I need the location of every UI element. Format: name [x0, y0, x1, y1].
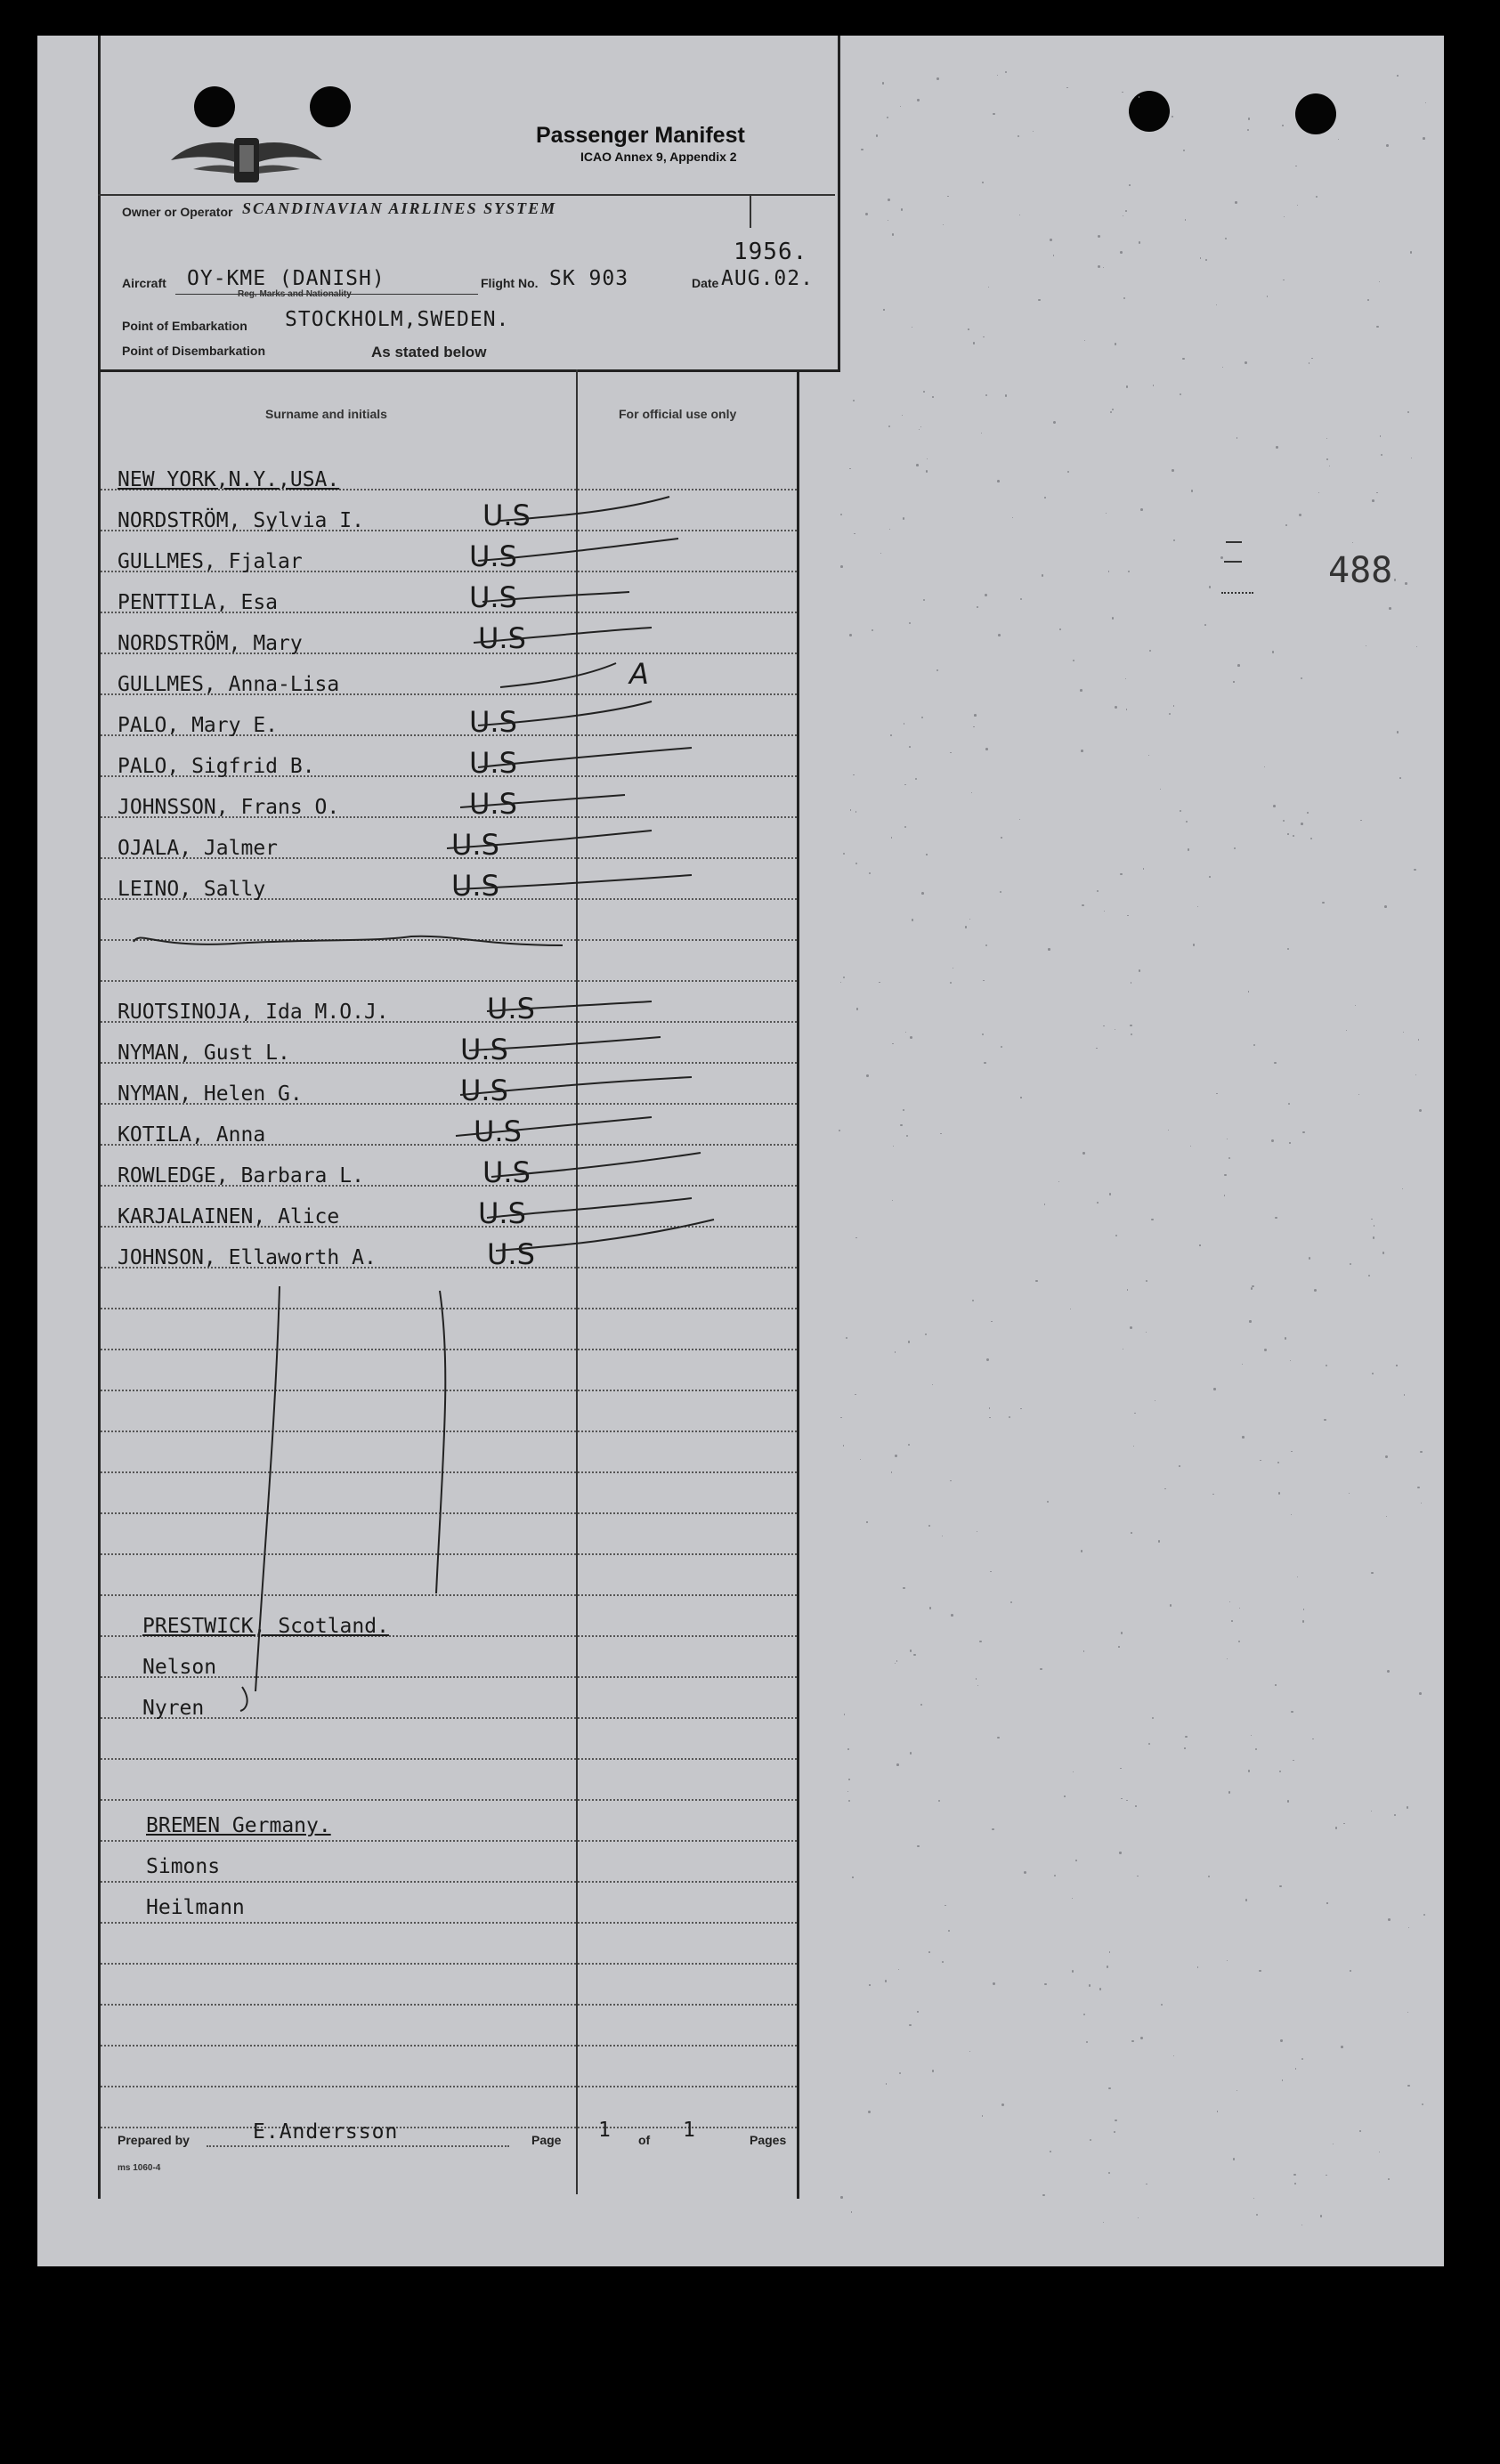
paper-speck [1081, 750, 1083, 752]
paper-speck [1108, 2087, 1110, 2089]
paper-speck [993, 113, 995, 116]
paper-speck [989, 1417, 990, 1418]
paper-speck [1038, 299, 1040, 301]
paper-speck [1423, 137, 1425, 140]
official-mark: U.S [469, 746, 517, 780]
paper-speck [1173, 705, 1174, 706]
paper-speck [917, 99, 919, 101]
paper-speck [1050, 239, 1052, 241]
paper-speck [915, 778, 917, 780]
paper-speck [1367, 299, 1369, 301]
paper-speck [998, 634, 1001, 636]
paper-speck [876, 134, 878, 136]
paper-speck [1131, 2040, 1133, 2042]
paper-speck [839, 1130, 840, 1131]
year-value: 1956. [734, 239, 808, 265]
paper-speck [1089, 1984, 1091, 1986]
paper-speck [1179, 1465, 1180, 1467]
paper-speck [1197, 906, 1198, 907]
passenger-name: KOTILA, Anna [118, 1123, 266, 1147]
passenger-name: KARJALAINEN, Alice [118, 1205, 340, 1228]
of-label: of [638, 2133, 651, 2147]
paper-speck [1294, 2183, 1296, 2184]
paper-speck [1064, 1795, 1066, 1797]
paper-speck [1044, 497, 1046, 498]
paper-speck [1228, 1791, 1231, 1794]
paper-speck [1314, 1289, 1317, 1292]
paper-speck [1139, 969, 1141, 972]
paper-speck [1394, 579, 1397, 581]
paper-speck [1419, 1692, 1422, 1695]
paper-speck [1341, 2046, 1343, 2048]
paper-speck [1382, 1252, 1384, 1253]
paper-speck [1233, 681, 1234, 682]
paper-speck [917, 2011, 918, 2012]
owner-value: SCANDINAVIAN AIRLINES SYSTEM [242, 199, 557, 217]
paper-speck [847, 1791, 848, 1792]
paper-speck [921, 717, 923, 718]
paper-speck [1417, 1487, 1419, 1488]
paper-speck [869, 1984, 870, 1985]
paper-speck [1158, 1540, 1160, 1542]
flight-value: SK 903 [549, 267, 629, 290]
passenger-name: GULLMES, Fjalar [118, 550, 303, 573]
paper-speck [1285, 1337, 1287, 1340]
passenger-name: Simons [146, 1855, 221, 1878]
paper-speck [882, 82, 884, 84]
paper-speck [1293, 835, 1294, 837]
paper-speck [1359, 2130, 1361, 2132]
paper-speck [982, 2115, 983, 2116]
paper-speck [1048, 948, 1050, 950]
paper-speck [950, 982, 952, 984]
paper-speck [985, 594, 987, 596]
paper-speck [1421, 1503, 1422, 1504]
paper-speck [1385, 1455, 1388, 1458]
paper-speck [1130, 1326, 1132, 1329]
paper-speck [1301, 823, 1303, 825]
paper-speck [1123, 297, 1125, 299]
paper-speck [1291, 1711, 1293, 1713]
official-mark: U.S [469, 705, 517, 739]
passenger-name: GULLMES, Anna-Lisa [118, 673, 340, 696]
paper-speck [1066, 87, 1067, 88]
paper-speck [1236, 2090, 1237, 2091]
embark-value: STOCKHOLM,SWEDEN. [285, 308, 510, 331]
paper-speck [968, 328, 969, 330]
paper-speck [1287, 1800, 1289, 1802]
paper-speck [1097, 1202, 1099, 1204]
col-header-official: For official use only [619, 407, 737, 421]
paper-speck [1098, 235, 1100, 238]
paper-speck [883, 309, 884, 310]
paper-speck [1293, 2174, 1295, 2176]
official-mark: U.S [487, 1237, 535, 1271]
paper-speck [1368, 1275, 1370, 1277]
paper-speck [1172, 116, 1173, 118]
official-mark: U.S [482, 498, 531, 532]
passenger-name: PALO, Mary E. [118, 714, 279, 737]
paper-speck [891, 837, 892, 838]
paper-speck [1182, 358, 1184, 360]
paper-speck [1253, 2198, 1254, 2199]
paper-speck [982, 182, 984, 183]
official-mark: U.S [469, 787, 517, 821]
paper-speck [926, 854, 928, 855]
paper-speck [1220, 556, 1223, 559]
paper-speck [1248, 991, 1250, 993]
paper-speck [1082, 1152, 1084, 1154]
paper-speck [1389, 607, 1391, 610]
paper-speck [972, 1300, 974, 1301]
paper-speck [1273, 805, 1276, 807]
paper-speck [852, 1876, 854, 1878]
aircraft-label: Aircraft [122, 276, 166, 290]
paper-speck [1225, 238, 1227, 239]
paper-speck [1122, 92, 1123, 93]
paper-speck [1104, 911, 1105, 912]
paper-speck [1425, 102, 1426, 103]
page-value: 1 [598, 2119, 612, 2142]
passenger-name: JOHNSON, Ellaworth A. [118, 1246, 377, 1269]
paper-speck [990, 1571, 991, 1572]
paper-speck [1183, 150, 1185, 151]
paper-speck [988, 287, 989, 288]
official-mark: U.S [487, 992, 535, 1025]
paper-speck [916, 464, 919, 466]
paper-speck [1288, 1103, 1290, 1105]
paper-speck [1184, 1747, 1186, 1749]
paper-speck [866, 1521, 867, 1522]
owner-label: Owner or Operator [122, 205, 233, 219]
paper-speck [1213, 1388, 1215, 1390]
paper-speck [1259, 1970, 1261, 1972]
paper-speck [942, 1961, 944, 1963]
paper-speck [1018, 135, 1019, 137]
paper-speck [1020, 1408, 1021, 1409]
paper-speck [1042, 574, 1043, 576]
passenger-name: PALO, Sigfrid B. [118, 755, 315, 778]
paper-speck [1204, 624, 1206, 626]
passenger-name: Nyren [142, 1697, 205, 1720]
paper-speck [1285, 524, 1287, 526]
paper-speck [1396, 1365, 1397, 1366]
paper-speck [1422, 2103, 1423, 2105]
paper-speck [1295, 2068, 1296, 2069]
passenger-name: Nelson [142, 1656, 217, 1679]
disembark-label: Point of Disembarkation [122, 344, 266, 358]
paper-speck [896, 1763, 899, 1766]
paper-speck [1303, 1609, 1305, 1610]
paper-speck [1235, 201, 1237, 204]
paper-speck [1119, 1852, 1121, 1853]
paper-speck [993, 1982, 994, 1984]
paper-speck [1115, 706, 1117, 709]
official-mark: U.S [478, 621, 526, 655]
paper-speck [1205, 259, 1207, 261]
aircraft-value: OY-KME (DANISH) [187, 267, 385, 290]
paper-speck [971, 792, 972, 793]
destination-heading: PRESTWICK, Scotland. [142, 1615, 389, 1638]
paper-speck [1280, 2039, 1282, 2041]
paper-speck [1019, 819, 1021, 821]
paper-speck [979, 1641, 981, 1642]
paper-speck [917, 1845, 919, 1847]
paper-speck [997, 480, 1000, 482]
paper-speck [1245, 361, 1247, 364]
paper-speck [840, 2196, 842, 2198]
paper-speck [1260, 1460, 1261, 1462]
paper-speck [1020, 1097, 1021, 1098]
paper-speck [926, 470, 928, 473]
paper-speck [888, 199, 890, 201]
paper-speck [910, 1036, 912, 1039]
paper-speck [1173, 539, 1175, 541]
paper-speck [1231, 1620, 1233, 1622]
paper-speck [1282, 125, 1284, 126]
paper-speck [1115, 2120, 1116, 2121]
paper-speck [889, 529, 890, 530]
paper-speck [904, 784, 905, 785]
paper-speck [1129, 184, 1131, 186]
paper-speck [977, 606, 978, 608]
paper-speck [1386, 144, 1389, 147]
official-mark: U.S [460, 1074, 508, 1107]
paper-speck [866, 1074, 869, 1077]
paper-speck [1407, 2085, 1410, 2087]
official-mark: A [629, 657, 649, 691]
paper-speck [1372, 1373, 1374, 1374]
paper-speck [1082, 904, 1084, 907]
paper-speck [909, 622, 911, 624]
paper-speck [1109, 1951, 1110, 1952]
paper-speck [849, 634, 852, 636]
paper-speck [1290, 1360, 1291, 1361]
flight-label: Flight No. [481, 276, 539, 290]
date-value: AUG.02. [721, 267, 814, 290]
paper-speck [1418, 1039, 1419, 1040]
paper-speck [886, 2083, 887, 2084]
manifest-title: Passenger Manifest [536, 123, 745, 148]
paper-speck [945, 1905, 946, 1907]
form-code: ms 1060-4 [118, 2163, 161, 2173]
passenger-name: OJALA, Jalmer [118, 837, 279, 860]
paper-speck [1251, 1287, 1253, 1289]
date-label: Date [692, 276, 719, 290]
passenger-name: NYMAN, Helen G. [118, 1082, 303, 1106]
paper-speck [856, 1008, 859, 1010]
passenger-name: ROWLEDGE, Barbara L. [118, 1164, 364, 1187]
page-stamp-number: 488 [1328, 550, 1393, 591]
manifest-sheet [37, 36, 1444, 2266]
paper-speck [1236, 437, 1237, 438]
paper-speck [1118, 1646, 1120, 1648]
paper-speck [1276, 446, 1277, 448]
paper-speck [909, 746, 911, 748]
paper-speck [1326, 458, 1328, 460]
paper-speck [1072, 1898, 1073, 1899]
paper-speck [896, 1660, 898, 1662]
official-mark: U.S [469, 580, 517, 614]
paper-speck [1251, 1735, 1252, 1736]
paper-speck [885, 1980, 887, 1982]
paper-speck [840, 1417, 841, 1418]
handwritten-strokes [37, 36, 1444, 2266]
paper-speck [923, 391, 925, 393]
paper-speck [1249, 1320, 1251, 1322]
paper-speck [1073, 660, 1074, 661]
paper-speck [1301, 2058, 1303, 2060]
paper-speck [1289, 1142, 1290, 1143]
paper-speck [1358, 1094, 1359, 1095]
paper-speck [1237, 664, 1240, 667]
paper-speck [1239, 1608, 1240, 1609]
paper-speck [1152, 1717, 1154, 1719]
paper-speck [1216, 304, 1217, 305]
embark-label: Point of Embarkation [122, 319, 247, 333]
paper-speck [1274, 1062, 1276, 1064]
paper-speck [951, 1614, 953, 1617]
paper-speck [848, 1779, 850, 1780]
disembark-value: As stated below [371, 344, 487, 361]
paper-speck [1405, 582, 1407, 585]
destination-heading: BREMEN Germany. [146, 1814, 331, 1837]
passenger-name: NORDSTRÖM, Mary [118, 632, 303, 655]
paper-speck [1228, 1157, 1230, 1159]
paper-speck [1209, 586, 1212, 588]
paper-speck [1146, 2184, 1147, 2185]
paper-speck [1275, 1684, 1276, 1685]
paper-speck [1338, 139, 1339, 140]
paper-speck [1140, 2037, 1143, 2039]
paper-speck [909, 2024, 911, 2026]
paper-speck [927, 458, 928, 459]
passenger-name: RUOTSINOJA, Ida M.O.J. [118, 1001, 389, 1024]
paper-speck [1388, 1918, 1391, 1921]
paper-speck [923, 599, 925, 601]
of-value: 1 [683, 2119, 696, 2142]
official-mark: U.S [451, 869, 499, 903]
paper-speck [921, 892, 924, 895]
page-label: Page [531, 2133, 562, 2147]
passenger-name: JOHNSSON, Frans O. [118, 796, 340, 819]
paper-speck [1291, 1514, 1292, 1515]
passenger-name: PENTTILA, Esa [118, 591, 279, 614]
paper-speck [1185, 219, 1187, 221]
paper-speck [928, 1525, 930, 1527]
paper-speck [1059, 628, 1061, 630]
paper-speck [1134, 1413, 1135, 1414]
paper-speck [1326, 1902, 1327, 1903]
official-mark: U.S [451, 828, 499, 862]
pages-label: Pages [750, 2133, 787, 2147]
paper-speck [913, 1654, 916, 1657]
paper-speck [1053, 421, 1056, 424]
official-mark: U.S [460, 1033, 508, 1066]
paper-speck [1140, 508, 1143, 511]
paper-speck [840, 565, 843, 568]
paper-speck [1133, 1446, 1134, 1447]
paper-speck [985, 748, 988, 750]
paper-speck [947, 196, 948, 197]
prepared-value: E.Andersson [253, 2120, 399, 2144]
paper-speck [1209, 876, 1211, 878]
paper-speck [890, 734, 892, 736]
paper-speck [1275, 1217, 1277, 1219]
paper-speck [1186, 821, 1188, 823]
paper-speck [1278, 1492, 1280, 1494]
paper-speck [1114, 2131, 1115, 2133]
paper-speck [1072, 1970, 1074, 1972]
paper-speck [843, 853, 845, 855]
paper-speck [928, 1951, 930, 1953]
paper-speck [1199, 1244, 1200, 1245]
paper-speck [929, 1607, 931, 1609]
paper-speck [1080, 689, 1082, 692]
official-mark: U.S [469, 539, 517, 573]
paper-speck [1024, 1871, 1026, 1874]
paper-speck [1115, 343, 1117, 345]
paper-speck [1161, 2004, 1163, 2006]
paper-speck [1172, 469, 1174, 472]
paper-speck [1299, 514, 1301, 516]
manifest-subtitle: ICAO Annex 9, Appendix 2 [580, 150, 737, 164]
paper-speck [1131, 1532, 1132, 1534]
paper-speck [920, 1704, 922, 1706]
paper-speck [1067, 471, 1069, 473]
paper-speck [1191, 490, 1193, 491]
paper-speck [1242, 1436, 1244, 1438]
paper-speck [1287, 833, 1289, 835]
paper-speck [879, 982, 880, 983]
passenger-name: NYMAN, Gust L. [118, 1042, 290, 1065]
paper-speck [1001, 1046, 1002, 1048]
paper-speck [984, 1062, 985, 1064]
paper-speck [1035, 1280, 1037, 1282]
destination-heading: NEW YORK,N.Y.,USA. [118, 468, 340, 491]
paper-speck [1127, 1289, 1128, 1290]
passenger-name: NORDSTRÖM, Sylvia I. [118, 509, 364, 532]
paper-speck [1245, 1899, 1247, 1901]
paper-speck [1380, 435, 1381, 436]
paper-speck [974, 714, 977, 717]
paper-speck [1139, 241, 1140, 243]
paper-speck [991, 1321, 993, 1323]
paper-speck [985, 394, 987, 396]
paper-speck [1120, 251, 1123, 254]
prepared-label: Prepared by [118, 2133, 190, 2147]
paper-speck [1054, 1875, 1056, 1876]
paper-speck [1010, 1601, 1012, 1603]
paper-speck [1397, 75, 1399, 77]
official-mark: U.S [474, 1114, 522, 1148]
paper-speck [903, 517, 905, 520]
col-header-name: Surname and initials [265, 407, 387, 421]
paper-speck [936, 77, 939, 80]
official-mark: U.S [482, 1155, 531, 1189]
paper-speck [1360, 820, 1361, 821]
paper-speck [1350, 1970, 1351, 1972]
passenger-name: LEINO, Sally [118, 878, 266, 901]
paper-speck [1397, 731, 1399, 734]
passenger-name: Heilmann [146, 1896, 245, 1919]
paper-speck [1388, 2178, 1390, 2180]
paper-speck [1090, 2139, 1091, 2141]
official-mark: U.S [478, 1196, 526, 1230]
